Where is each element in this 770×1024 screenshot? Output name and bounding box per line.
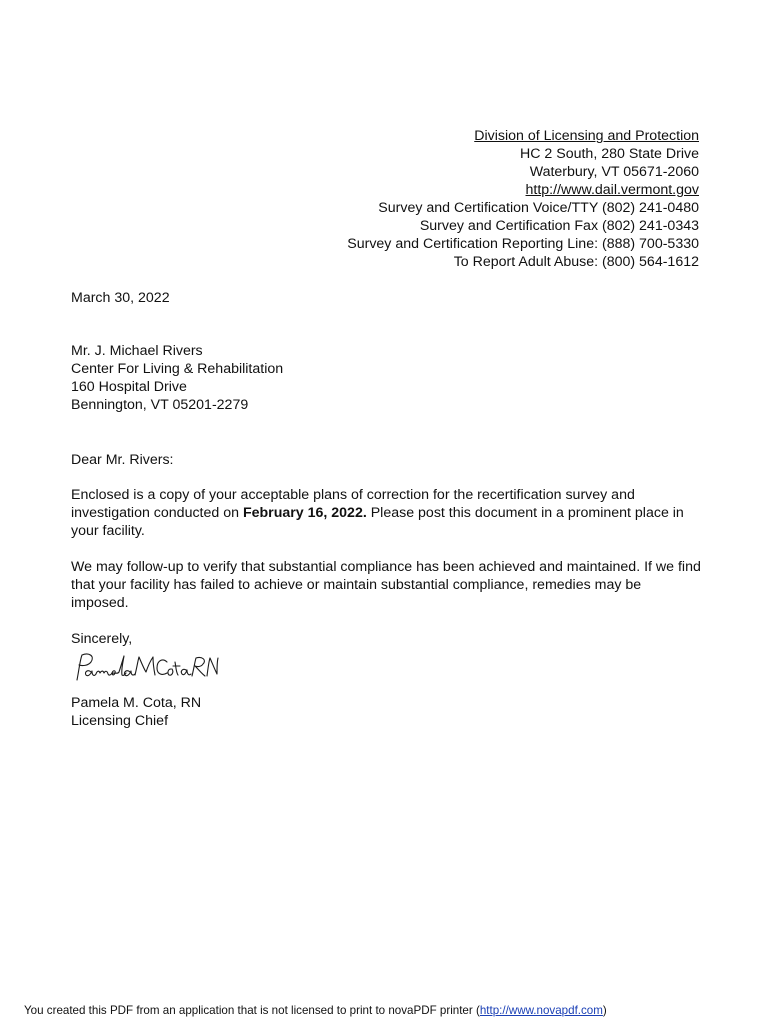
- signer-name: Pamela M. Cota, RN: [71, 695, 202, 711]
- reporting-line: Survey and Certification Reporting Line: (888) 700-5330: [347, 236, 699, 252]
- novapdf-link[interactable]: http://www.novapdf.com: [479, 1004, 603, 1017]
- letterhead: [347, 127, 699, 271]
- recipient-facility: Center For Living & Rehabilitation: [71, 361, 284, 377]
- salutation: Dear Mr. Rivers:: [71, 452, 174, 468]
- recipient-city: Bennington, VT 05201-2279: [71, 397, 249, 413]
- letterhead-street: HC 2 South, 280 State Drive: [519, 146, 699, 162]
- survey-date: February 16, 2022.: [242, 505, 367, 521]
- footer-text: You created this PDF from an application that is not licensed to print to novaPDF printer (: [24, 1004, 480, 1017]
- signer-title: Licensing Chief: [71, 713, 169, 729]
- handwritten-signature: [71, 650, 221, 686]
- letter-date: March 30, 2022: [71, 290, 170, 306]
- division-name: Division of Licensing and Protection: [474, 128, 699, 144]
- body-paragraph-1: [71, 486, 701, 540]
- abuse-line: To Report Adult Abuse: (800) 564-1612: [453, 254, 699, 270]
- closing: Sincerely,: [71, 631, 133, 647]
- letterhead-city: Waterbury, VT 05671-2060: [529, 164, 699, 180]
- recipient-street: 160 Hospital Drive: [71, 379, 187, 395]
- website-link[interactable]: http://www.dail.vermont.gov: [525, 182, 699, 198]
- recipient-address: [71, 342, 283, 414]
- voice-line: Survey and Certification Voice/TTY (802) 241-0480: [378, 200, 699, 216]
- recipient-name: Mr. J. Michael Rivers: [71, 343, 203, 359]
- body-paragraph-2: We may follow-up to verify that substantial compliance has been achieved and maintained. If we find that your facility has failed to achieve or maintain substantial compliance, remedies may be imposed.: [71, 559, 701, 611]
- novapdf-footer: [24, 1004, 607, 1018]
- paragraph-1-text-b: Please post this document in a prominent place in your facility.: [71, 505, 684, 539]
- paragraph-1-text-a: Enclosed is a copy of your acceptable plans of correction for the recertification survey and investigation conducted on: [71, 487, 635, 521]
- fax-line: Survey and Certification Fax (802) 241-0343: [419, 218, 699, 234]
- footer-text-end: ): [602, 1004, 607, 1017]
- signer-block: [71, 694, 201, 730]
